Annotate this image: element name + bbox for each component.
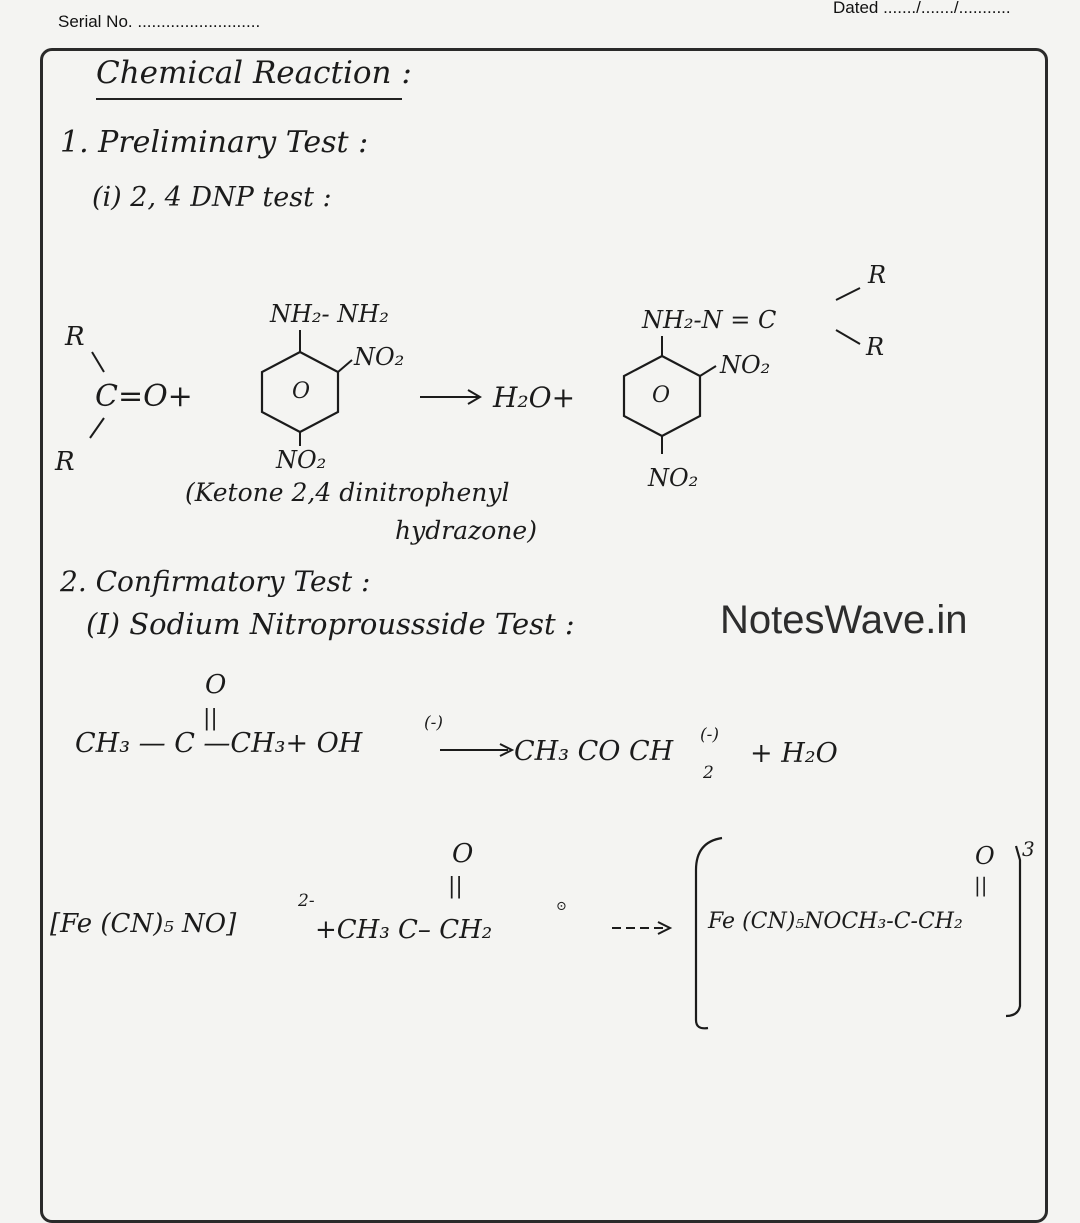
eq1-hydroxide-charge: (-) <box>424 713 444 733</box>
hydrazine-group: NH₂- NH₂ <box>270 300 389 328</box>
reactant-r-bottom: R <box>55 447 75 477</box>
eq2-double-bond: || <box>448 874 463 899</box>
watermark: NotesWave.in <box>720 598 968 642</box>
hydrazone-group: NH₂-N = C <box>642 306 777 334</box>
eq2-carbanion-mark: ⊙ <box>556 899 567 914</box>
eq2-acetone-carbanion: +CH₃ C– CH₂ <box>315 915 493 945</box>
product-ring-label: O <box>652 383 671 408</box>
enolate-equation <box>75 670 838 783</box>
eq2-complex-product: Fe (CN)₅NOCH₃-C-CH₂ <box>708 909 963 934</box>
reagent-no2-bottom: NO₂ <box>276 446 327 474</box>
eq2-nitroprusside-charge: 2- <box>298 891 315 911</box>
product-no2-side: NO₂ <box>720 351 771 379</box>
eq1-water: + H₂O <box>750 738 838 769</box>
reactant-carbonyl: C=O+ <box>95 379 193 414</box>
reactant-r-top: R <box>65 322 85 352</box>
product-r-top: R <box>868 261 887 289</box>
preliminary-test-heading: 1. Preliminary Test : <box>60 125 369 160</box>
eq2-nitroprusside: [Fe (CN)₅ NO] <box>50 909 237 939</box>
reagent-no2-side: NO₂ <box>354 343 405 371</box>
eq1-carbanion: CH₃ CO CH <box>514 736 674 767</box>
eq1-ch2-subscript: 2 <box>703 763 714 783</box>
hydrazone-caption-line1: (Ketone 2,4 dinitrophenyl <box>185 478 510 507</box>
eq2-oxygen: O <box>452 839 474 869</box>
dnp-test-subheading: (i) 2, 4 DNP test : <box>92 182 332 213</box>
eq2-product-oxygen: O <box>975 842 995 870</box>
eq2-product-double-bond: || <box>974 873 988 897</box>
reagent-ring-label: O <box>292 379 311 404</box>
eq1-carbanion-charge: (-) <box>700 725 720 745</box>
eq2-product-charge: 3 <box>1022 837 1035 861</box>
serial-number-field: Serial No. .......................... <box>58 12 261 31</box>
page-title: Chemical Reaction : <box>96 55 412 91</box>
nitroprusside-test-subheading: (I) Sodium Nitroproussside Test : <box>86 607 575 641</box>
eq1-oxygen: O <box>205 670 227 700</box>
hydrazone-caption-line2: hydrazone) <box>395 516 537 545</box>
product-r-bottom: R <box>866 333 885 361</box>
nitroprusside-equation <box>50 837 1035 1028</box>
confirmatory-test-heading: 2. Confirmatory Test : <box>60 565 371 598</box>
product-no2-bottom: NO₂ <box>648 464 699 492</box>
date-field: Dated ......./......./........... <box>833 0 1011 17</box>
dnp-reaction <box>54 261 886 492</box>
water-product: H₂O+ <box>493 381 576 414</box>
eq1-reactants: CH₃ — C —CH₃+ OH <box>75 728 363 759</box>
eq2-close-bracket <box>1006 846 1020 1016</box>
eq1-double-bond: || <box>203 706 218 731</box>
